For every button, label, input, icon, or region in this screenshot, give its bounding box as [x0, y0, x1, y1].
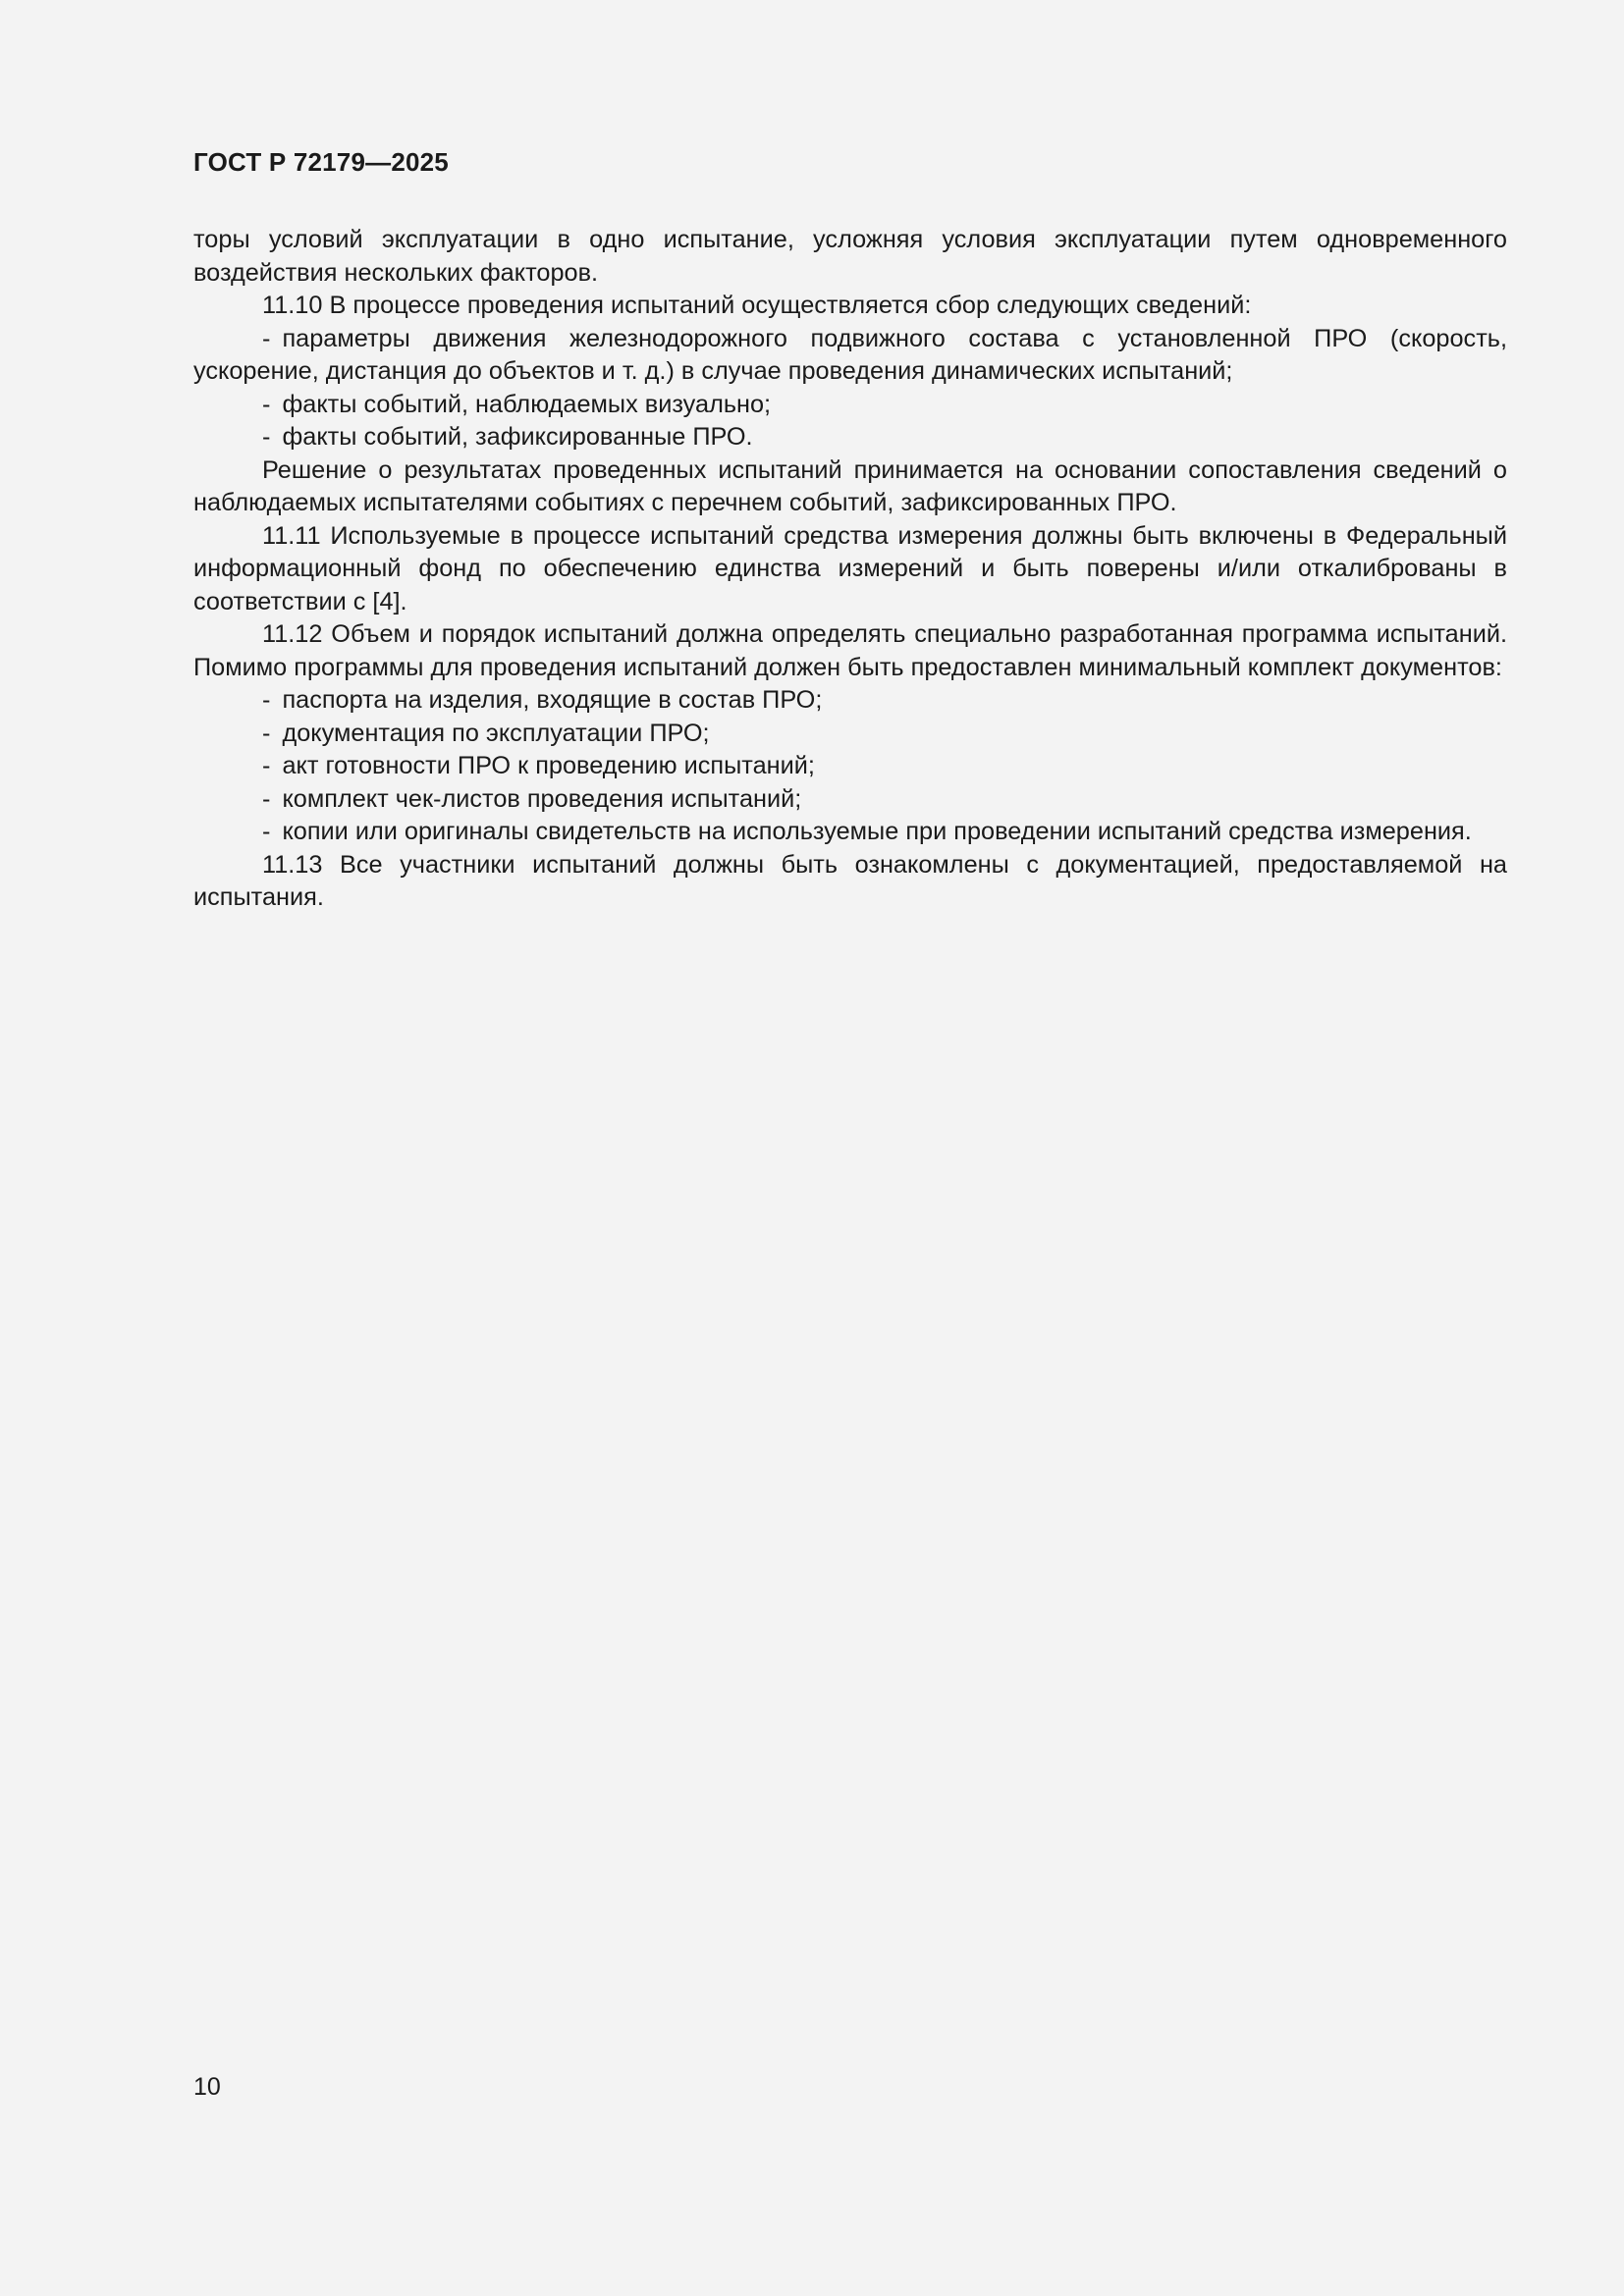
- list-dash: -: [262, 784, 271, 813]
- list-dash: -: [262, 423, 271, 451]
- paragraph-11-13: 11.13 Все участники испытаний должны быть ознакомлены с документацией, предоставляемой на испытания.: [193, 850, 1507, 911]
- list-item: [193, 816, 1507, 849]
- list-item: [193, 323, 1507, 389]
- list-item-text: параметры движения железнодорожного подвижного состава с установленной ПРО (скорость, ускорение, дистанция до объектов и т. д.) в случае проведения динамических испытаний;: [193, 324, 1507, 385]
- list-item-text: комплект чек-листов проведения испытаний;: [282, 784, 802, 813]
- page-number: 10: [193, 2073, 221, 2101]
- list-item-text: факты событий, зафиксированные ПРО.: [282, 423, 753, 451]
- list-item-text: паспорта на изделия, входящие в состав ПРО;: [282, 686, 823, 714]
- paragraph-11-11: 11.11 Используемые в процессе испытаний средства измерения должны быть включены в Федеральный информационный фонд по обеспечению единства измерений и быть поверены и/или откалиброваны в соответствии с [4].: [193, 521, 1507, 615]
- list-dash: -: [262, 818, 271, 845]
- list-item: [193, 718, 1507, 751]
- list-dash: -: [262, 752, 271, 779]
- paragraph-11-10: 11.10 В процессе проведения испытаний осуществляется сбор следующих сведений:: [262, 292, 1252, 319]
- list-item-text: факты событий, наблюдаемых визуально;: [282, 390, 772, 418]
- paragraph-continuation: торы условий эксплуатации в одно испытание, усложняя условия эксплуатации путем одновременного воздействия нескольких факторов.: [193, 226, 1507, 287]
- paragraph-decision: Решение о результатах проведенных испытаний принимается на основании сопоставления сведений о наблюдаемых испытателями событиях с перечнем событий, зафиксированных ПРО.: [193, 455, 1507, 516]
- list-dash: -: [262, 324, 271, 352]
- list-item: [193, 783, 1507, 817]
- document-header: ГОСТ Р 72179—2025: [193, 147, 449, 177]
- list-item-text: акт готовности ПРО к проведению испытаний;: [282, 752, 815, 779]
- document-body: [193, 224, 1507, 915]
- list-dash: -: [262, 390, 271, 418]
- list-item: [193, 421, 1507, 454]
- paragraph-11-12: 11.12 Объем и порядок испытаний должна определять специально разработанная программа испытаний. Помимо программы для проведения испытаний должен быть предоставлен минимальный комплект документов:: [193, 620, 1507, 681]
- list-dash: -: [262, 686, 271, 714]
- list-item: [193, 750, 1507, 783]
- list-item: [193, 684, 1507, 718]
- list-item-text: документация по эксплуатации ПРО;: [282, 719, 710, 747]
- list-item-text: копии или оригиналы свидетельств на используемые при проведении испытаний средства измерения.: [282, 818, 1472, 845]
- list-item: [193, 389, 1507, 422]
- list-dash: -: [262, 719, 271, 747]
